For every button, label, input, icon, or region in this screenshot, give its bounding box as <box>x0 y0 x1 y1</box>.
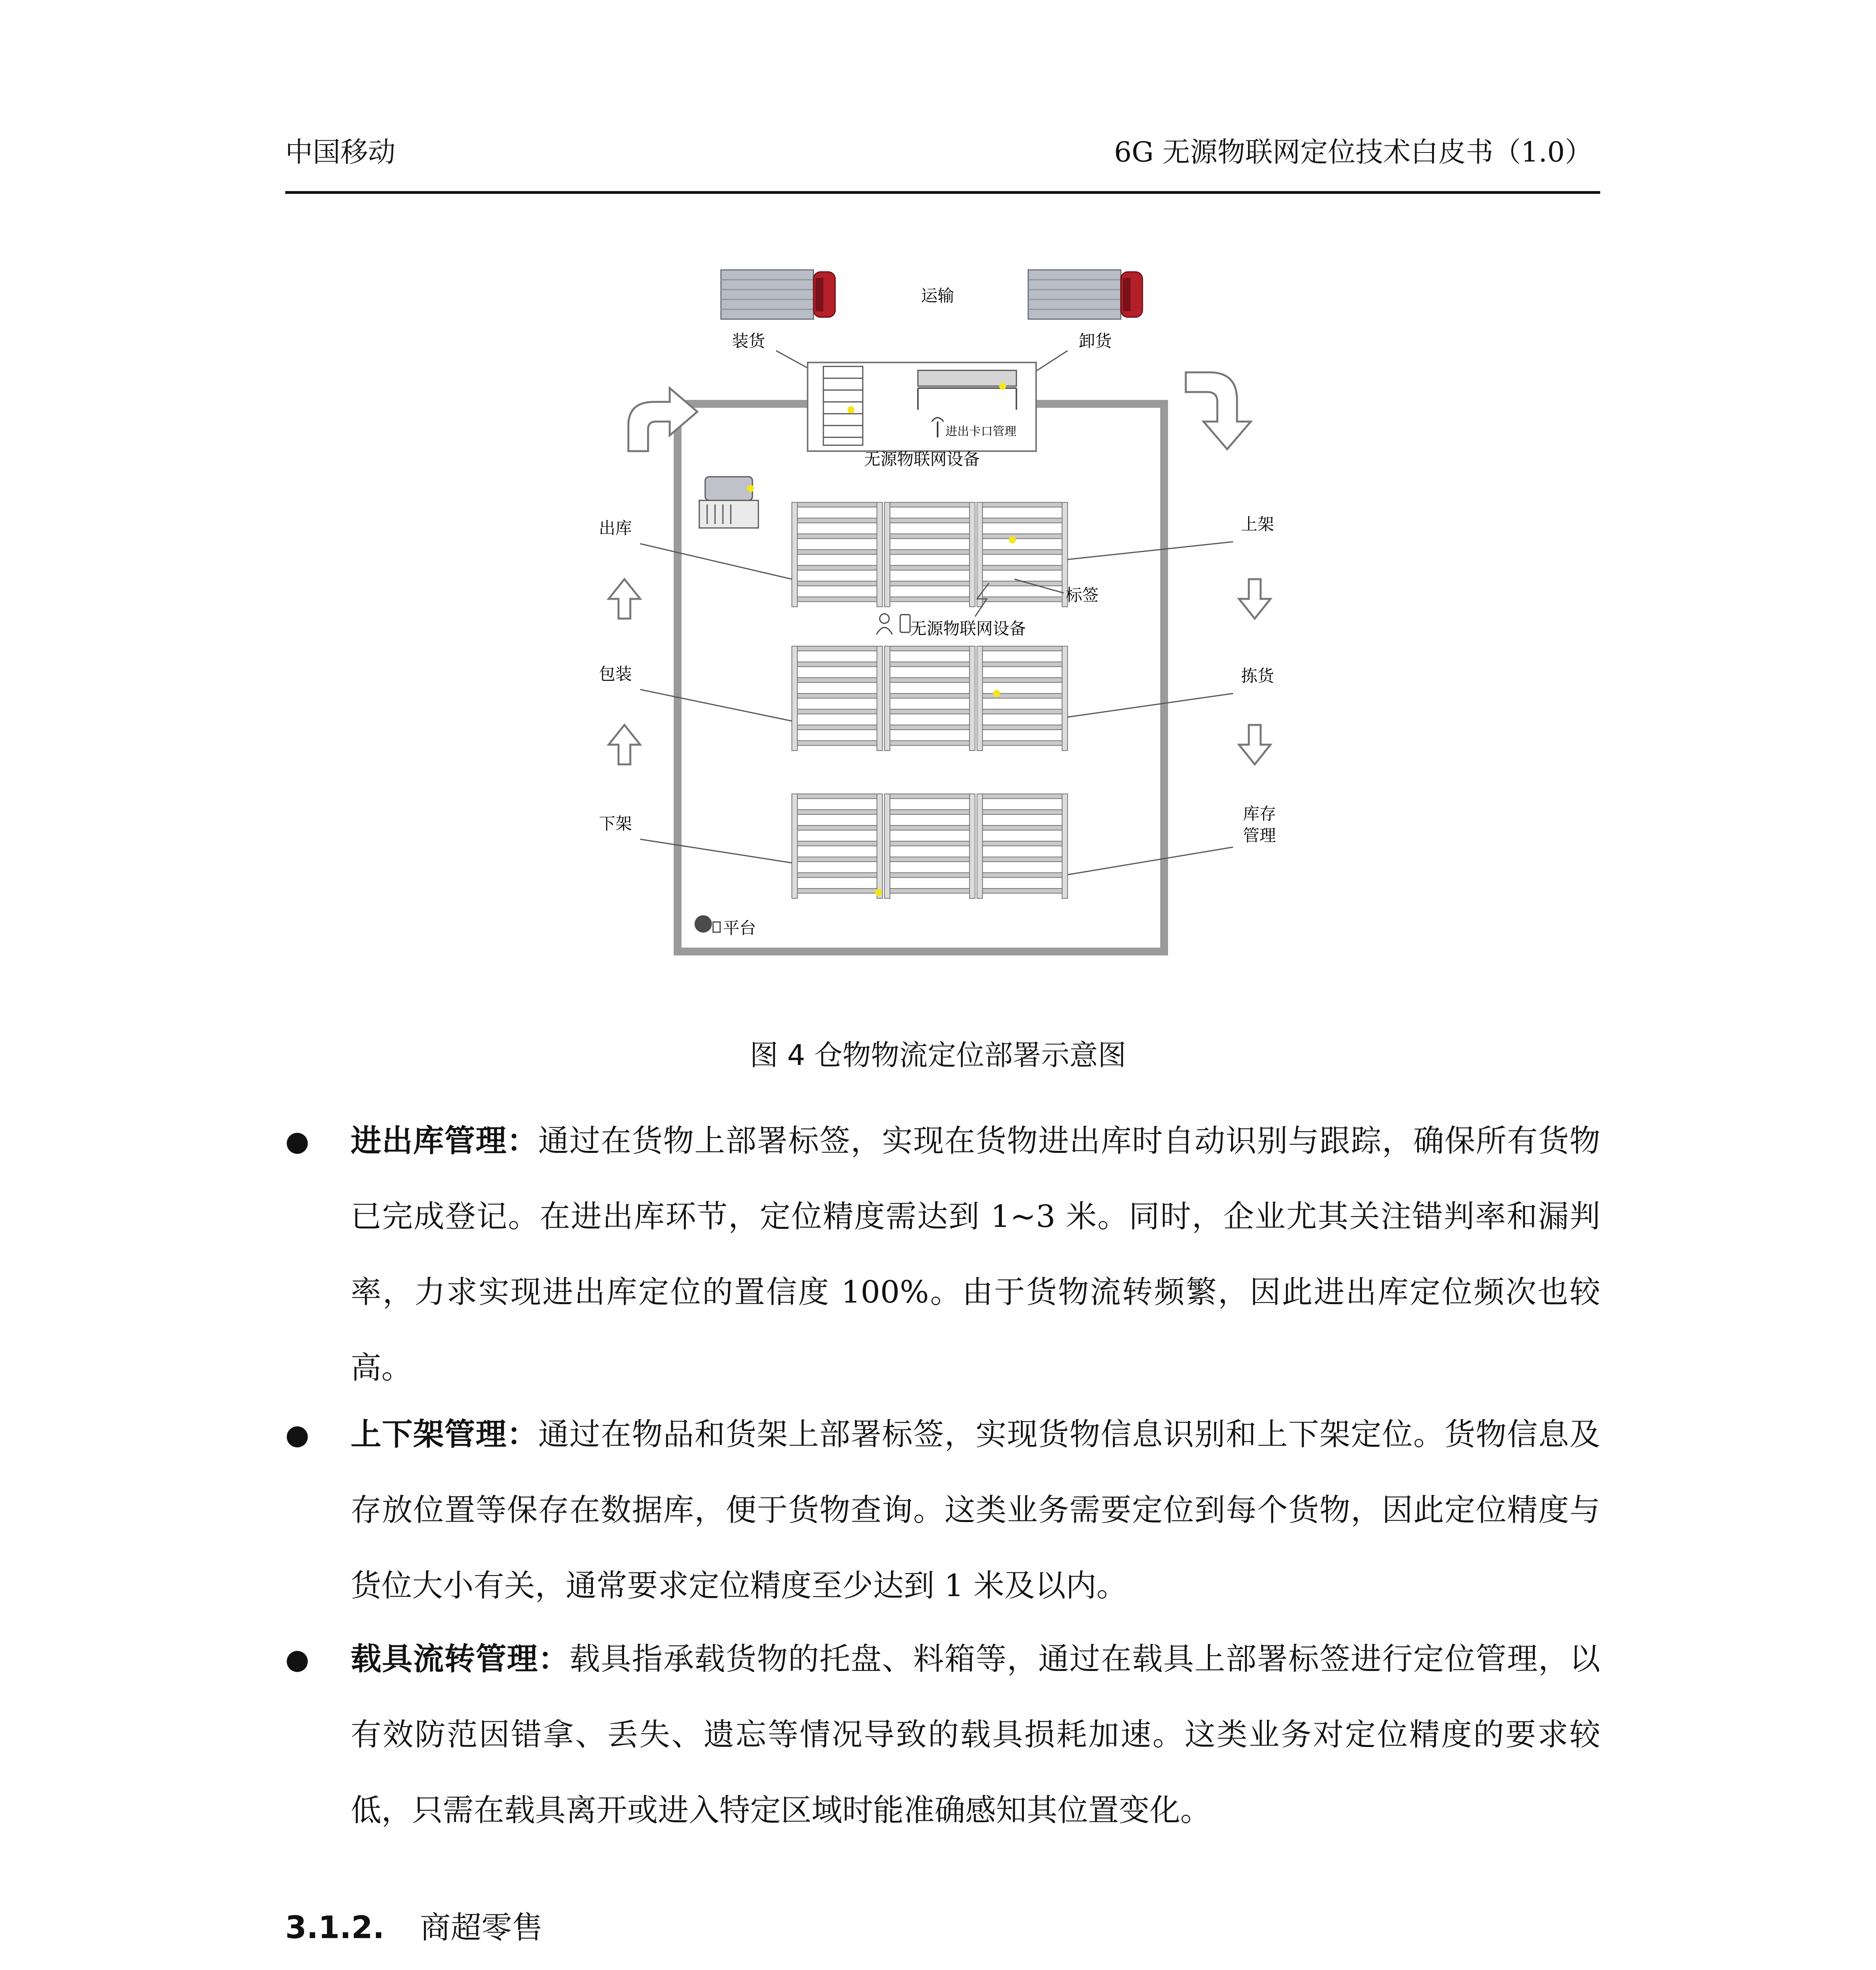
bullet-text-1: 通过在货物上部署标签，实现在货物进出库时自动识别与跟踪，确保所有货物已完成登记。在进出库环节，定位精度需达到 1~3 米。同时，企业尤其关注错判率和漏判率，力求实现进出库定位的置信度 100%。由于货物流转频繁，因此进出库定位频次也较高。 <box>351 1123 1600 1386</box>
header-left: 中国移动 <box>285 136 396 168</box>
rack-row-3 <box>792 794 1068 898</box>
truck-right-icon <box>1028 270 1142 319</box>
label-shelving: 上架 <box>1241 515 1274 534</box>
down-arrow-shelving-icon <box>1239 579 1270 619</box>
up-arrow-packing-icon <box>609 725 640 764</box>
bullet-text-2: 通过在物品和货架上部署标签，实现货物信息识别和上下架定位。货物信息及存放位置等保存在数据库，便于货物查询。这类业务需要定位到每个货物，因此定位精度与货位大小有关，通常要求定位精度至少达到 1 米及以内。 <box>351 1417 1600 1604</box>
bullet-title-1: 进出库管理： <box>351 1123 538 1159</box>
figure-caption: 图 4 仓物物流定位部署示意图 <box>750 1039 1126 1072</box>
rack-row-1 <box>792 502 1068 607</box>
bullet-text-3: 载具指承载货物的托盘、料箱等，通过在载具上部署标签进行定位管理，以有效防范因错拿、丢失、遗忘等情况导致的载具损耗加速。这类业务对定位精度的要求较低，只需在载具离开或进入特定区域时能准确感知其位置变化。 <box>351 1641 1600 1828</box>
bullet-dot-2: ● <box>285 1418 310 1451</box>
warehouse-figure <box>571 252 1304 977</box>
label-platform: 平台 <box>723 918 756 938</box>
bullet-title-2: 上下架管理： <box>351 1416 538 1452</box>
down-arrow-picking-icon <box>1239 725 1270 764</box>
label-tag: 标签 <box>1066 585 1099 605</box>
label-unshelving: 下架 <box>599 814 632 833</box>
stacked-goods-icon <box>823 366 863 445</box>
bullet-item-1 <box>351 1103 1600 1406</box>
rack-row-2 <box>792 646 1068 751</box>
person-icon <box>877 614 910 634</box>
label-gate-management: 进出卡口管理 <box>945 425 1016 439</box>
label-outbound: 出库 <box>599 519 632 538</box>
truck-left-icon <box>721 270 835 319</box>
label-device-middle: 无源物联网设备 <box>910 619 1026 638</box>
label-loading: 装货 <box>732 331 765 351</box>
label-inventory-line2: 管理 <box>1243 826 1276 845</box>
label-inventory-line1: 库存 <box>1243 804 1276 823</box>
label-device-top: 无源物联网设备 <box>864 450 980 469</box>
bullet-title-3: 载具流转管理： <box>351 1641 570 1677</box>
bullet-item-2 <box>351 1397 1600 1624</box>
globe-icon <box>695 915 720 933</box>
section-number: 3.1.2. <box>285 1910 384 1946</box>
up-arrow-outbound-icon <box>609 579 640 619</box>
bullet-dot-1: ● <box>285 1125 310 1157</box>
bullet-dot-3: ● <box>285 1643 310 1675</box>
label-packing: 包装 <box>599 664 632 684</box>
section-heading <box>285 1903 543 1947</box>
label-picking: 拣货 <box>1241 666 1274 686</box>
sorting-machine-icon <box>699 477 758 528</box>
curved-arrow-right-icon <box>1186 372 1251 449</box>
header-rule <box>285 191 1600 194</box>
bullet-item-3 <box>351 1621 1600 1848</box>
header-right: 6G 无源物联网定位技术白皮书（1.0） <box>1114 136 1592 168</box>
label-unloading: 卸货 <box>1078 331 1112 351</box>
label-transport: 运输 <box>921 286 955 305</box>
section-title: 商超零售 <box>420 1910 543 1946</box>
curved-arrow-left-icon <box>628 388 697 451</box>
